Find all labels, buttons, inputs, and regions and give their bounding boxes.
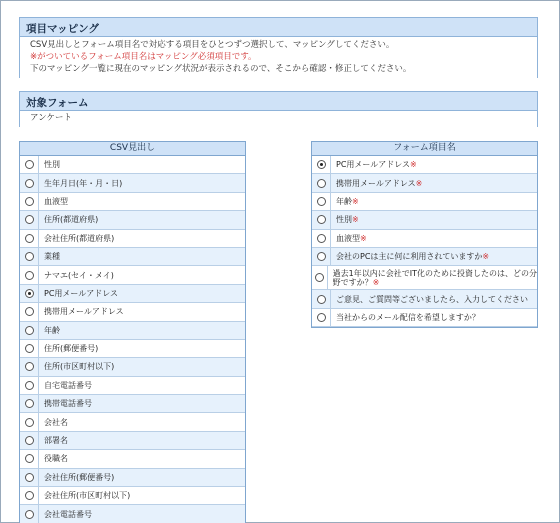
csv-heading-radio[interactable] xyxy=(25,362,34,371)
form-item-label-text: 過去1年以内に会社でIT化のために投資したのは、どの分野ですか？ xyxy=(332,268,537,287)
form-item-radio[interactable] xyxy=(317,252,326,261)
csv-heading-radio-cell xyxy=(20,193,39,210)
form-item-header: フォーム項目名 xyxy=(312,142,537,156)
csv-heading-label xyxy=(39,509,92,520)
csv-heading-radio[interactable] xyxy=(25,252,34,261)
target-form-value: アンケート xyxy=(20,111,537,128)
instruction-line-2: ※がついているフォーム項目名はマッピング必須項目です。 xyxy=(30,52,257,62)
form-item-row[interactable] xyxy=(312,248,537,266)
csv-heading-radio-cell xyxy=(20,211,39,228)
csv-heading-row[interactable] xyxy=(20,340,245,358)
form-item-label xyxy=(331,159,417,170)
mapping-instructions xyxy=(20,37,537,79)
csv-heading-radio-cell xyxy=(20,377,39,394)
required-mark: ※ xyxy=(360,233,367,243)
csv-heading-radio-cell xyxy=(20,303,39,320)
form-item-radio[interactable] xyxy=(317,313,326,322)
target-form-title: 対象フォーム xyxy=(20,92,537,111)
csv-heading-label xyxy=(39,453,68,464)
csv-heading-row[interactable] xyxy=(20,303,245,321)
csv-heading-radio[interactable] xyxy=(25,510,34,519)
csv-heading-label-text: 自宅電話番号 xyxy=(44,380,92,390)
form-item-row[interactable] xyxy=(312,266,537,290)
csv-heading-label xyxy=(39,159,60,170)
instruction-line-1: CSV見出しとフォーム項目名で対応する項目をひとつずつ選択して、マッピングしてください。 xyxy=(30,40,395,50)
csv-heading-radio[interactable] xyxy=(25,289,34,298)
csv-heading-radio[interactable] xyxy=(25,307,34,316)
csv-heading-label-text: 住所(都道府県) xyxy=(44,215,99,225)
form-item-radio-cell xyxy=(312,309,331,326)
csv-heading-label xyxy=(39,361,114,372)
csv-heading-radio[interactable] xyxy=(25,160,34,169)
csv-heading-radio-cell xyxy=(20,505,39,522)
csv-heading-radio[interactable] xyxy=(25,234,34,243)
csv-heading-radio-cell xyxy=(20,248,39,265)
csv-heading-radio-cell xyxy=(20,469,39,486)
csv-heading-row[interactable] xyxy=(20,377,245,395)
csv-heading-radio[interactable] xyxy=(25,179,34,188)
csv-heading-label-text: 住所(市区町村以下) xyxy=(44,362,115,372)
csv-heading-label-text: 携帯電話番号 xyxy=(44,399,92,409)
form-item-label-text: 性別 xyxy=(336,215,352,225)
csv-heading-radio[interactable] xyxy=(25,197,34,206)
csv-heading-label-text: 血液型 xyxy=(44,196,68,206)
form-item-list xyxy=(312,156,537,327)
form-item-radio-cell xyxy=(312,230,331,247)
form-item-row[interactable] xyxy=(312,193,537,211)
csv-heading-list xyxy=(20,156,245,523)
mapping-section xyxy=(19,17,538,78)
form-item-label xyxy=(331,312,480,323)
csv-heading-label-text: 会社名 xyxy=(44,417,68,427)
csv-heading-row[interactable] xyxy=(20,413,245,431)
instruction-line-3: 下のマッピング一覧に現在のマッピング状況が表示されるので、そこから確認・修正してください。 xyxy=(30,64,412,74)
csv-heading-label xyxy=(39,380,92,391)
csv-heading-radio[interactable] xyxy=(25,454,34,463)
csv-heading-radio[interactable] xyxy=(25,399,34,408)
csv-heading-label xyxy=(39,251,60,262)
csv-heading-radio-cell xyxy=(20,156,39,173)
required-mark: ※ xyxy=(352,196,359,206)
form-item-row[interactable] xyxy=(312,211,537,229)
csv-heading-row[interactable] xyxy=(20,211,245,229)
csv-heading-row[interactable] xyxy=(20,230,245,248)
form-item-radio-cell xyxy=(312,290,331,307)
csv-heading-radio-cell xyxy=(20,413,39,430)
form-item-table xyxy=(311,141,538,328)
required-mark: ※ xyxy=(415,178,423,188)
csv-heading-label-text: PC用メールアドレス xyxy=(44,288,119,298)
csv-heading-label-text: 会社住所(市区町村以下) xyxy=(44,491,131,501)
required-mark: ※ xyxy=(410,160,417,170)
form-item-radio-cell xyxy=(312,174,331,191)
csv-heading-row[interactable] xyxy=(20,174,245,192)
csv-heading-radio[interactable] xyxy=(25,418,34,427)
csv-heading-radio-cell xyxy=(20,230,39,247)
form-item-row[interactable] xyxy=(312,174,537,192)
csv-heading-label-text: 生年月日(年・月・日) xyxy=(44,178,123,188)
target-form-section xyxy=(19,91,538,127)
csv-heading-row[interactable] xyxy=(20,285,245,303)
form-item-row[interactable] xyxy=(312,230,537,248)
form-item-row[interactable] xyxy=(312,290,537,308)
csv-heading-radio[interactable] xyxy=(25,436,34,445)
form-item-label-text: 血液型 xyxy=(336,233,360,243)
csv-heading-row[interactable] xyxy=(20,266,245,284)
required-mark: ※ xyxy=(372,277,380,287)
form-item-radio[interactable] xyxy=(317,234,326,243)
csv-heading-label-text: 業種 xyxy=(44,252,60,262)
csv-heading-label xyxy=(39,233,114,244)
form-item-radio[interactable] xyxy=(317,215,326,224)
csv-heading-row[interactable] xyxy=(20,322,245,340)
form-item-label-text: 会社のPCは主に何に利用されていますか xyxy=(336,252,483,262)
form-item-label-text: ご意見、ご質問等ございましたら、入力してください xyxy=(336,294,528,304)
form-item-label xyxy=(331,214,359,225)
form-item-radio[interactable] xyxy=(317,160,326,169)
csv-heading-radio-cell xyxy=(20,487,39,504)
mapping-title: 項目マッピング xyxy=(20,18,537,37)
csv-heading-radio-cell xyxy=(20,266,39,283)
csv-heading-label xyxy=(39,490,130,501)
csv-heading-row[interactable] xyxy=(20,193,245,211)
csv-heading-radio[interactable] xyxy=(25,271,34,280)
form-item-radio-cell xyxy=(312,248,331,265)
form-item-label xyxy=(331,294,528,305)
csv-heading-radio[interactable] xyxy=(25,344,34,353)
csv-heading-row[interactable] xyxy=(20,505,245,523)
form-item-radio[interactable] xyxy=(315,273,324,282)
csv-heading-label xyxy=(39,214,98,225)
csv-heading-radio-cell xyxy=(20,432,39,449)
csv-heading-label-text: ナマエ(セイ・メイ) xyxy=(44,270,114,280)
csv-heading-radio-cell xyxy=(20,174,39,191)
form-item-radio[interactable] xyxy=(317,179,326,188)
csv-heading-label-text: 会社住所(郵便番号) xyxy=(44,472,115,482)
csv-heading-row[interactable] xyxy=(20,432,245,450)
csv-heading-label xyxy=(39,270,114,281)
form-item-label xyxy=(331,178,422,189)
csv-heading-radio[interactable] xyxy=(25,381,34,390)
form-item-label-text: 年齢 xyxy=(336,196,352,206)
csv-heading-table xyxy=(19,141,246,523)
csv-heading-label xyxy=(39,398,92,409)
csv-heading-row[interactable] xyxy=(20,469,245,487)
form-item-radio[interactable] xyxy=(317,197,326,206)
csv-heading-label xyxy=(39,325,60,336)
csv-heading-radio[interactable] xyxy=(25,473,34,482)
csv-heading-row[interactable] xyxy=(20,487,245,505)
form-item-label-text: 当社からのメール配信を希望しますか？ xyxy=(336,312,480,322)
csv-heading-label xyxy=(39,435,68,446)
csv-heading-radio-cell xyxy=(20,395,39,412)
csv-heading-label xyxy=(39,417,68,428)
form-item-label-text: 携帯用メールアドレス xyxy=(336,178,416,188)
required-mark: ※ xyxy=(482,252,490,262)
csv-heading-radio-cell xyxy=(20,340,39,357)
csv-heading-label-text: 会社電話番号 xyxy=(44,509,92,519)
form-item-label xyxy=(331,251,489,262)
form-item-row[interactable] xyxy=(312,309,537,327)
form-item-radio-cell xyxy=(312,156,331,173)
csv-heading-label-text: 年齢 xyxy=(44,325,60,335)
csv-heading-row[interactable] xyxy=(20,358,245,376)
csv-heading-label-text: 会社住所(都道府県) xyxy=(44,233,115,243)
csv-heading-label xyxy=(39,196,68,207)
csv-heading-label xyxy=(39,472,114,483)
csv-heading-radio[interactable] xyxy=(25,215,34,224)
csv-heading-label-text: 部署名 xyxy=(44,436,68,446)
csv-heading-radio-cell xyxy=(20,285,39,302)
csv-heading-radio-cell xyxy=(20,358,39,375)
form-item-label xyxy=(331,196,359,207)
csv-heading-row[interactable] xyxy=(20,156,245,174)
form-item-radio-cell xyxy=(312,266,328,289)
csv-heading-label-text: 性別 xyxy=(44,160,60,170)
csv-heading-label-text: 住所(郵便番号) xyxy=(44,344,99,354)
form-item-label xyxy=(331,233,367,244)
csv-heading-radio[interactable] xyxy=(25,326,34,335)
form-item-label xyxy=(328,269,537,287)
csv-heading-row[interactable] xyxy=(20,248,245,266)
csv-heading-row[interactable] xyxy=(20,395,245,413)
csv-heading-radio-cell xyxy=(20,450,39,467)
csv-heading-label-text: 役職名 xyxy=(44,454,68,464)
csv-heading-radio-cell xyxy=(20,322,39,339)
csv-heading-label xyxy=(39,288,118,299)
form-item-radio[interactable] xyxy=(317,295,326,304)
form-item-label-text: PC用メールアドレス xyxy=(336,160,411,170)
csv-heading-header: CSV見出し xyxy=(20,142,245,156)
form-item-row[interactable] xyxy=(312,156,537,174)
csv-heading-label xyxy=(39,306,124,317)
required-mark: ※ xyxy=(352,215,359,225)
csv-heading-radio[interactable] xyxy=(25,491,34,500)
form-item-radio-cell xyxy=(312,211,331,228)
csv-heading-row[interactable] xyxy=(20,450,245,468)
csv-heading-label xyxy=(39,343,98,354)
csv-heading-label xyxy=(39,178,122,189)
csv-heading-label-text: 携帯用メールアドレス xyxy=(44,307,124,317)
form-item-radio-cell xyxy=(312,193,331,210)
